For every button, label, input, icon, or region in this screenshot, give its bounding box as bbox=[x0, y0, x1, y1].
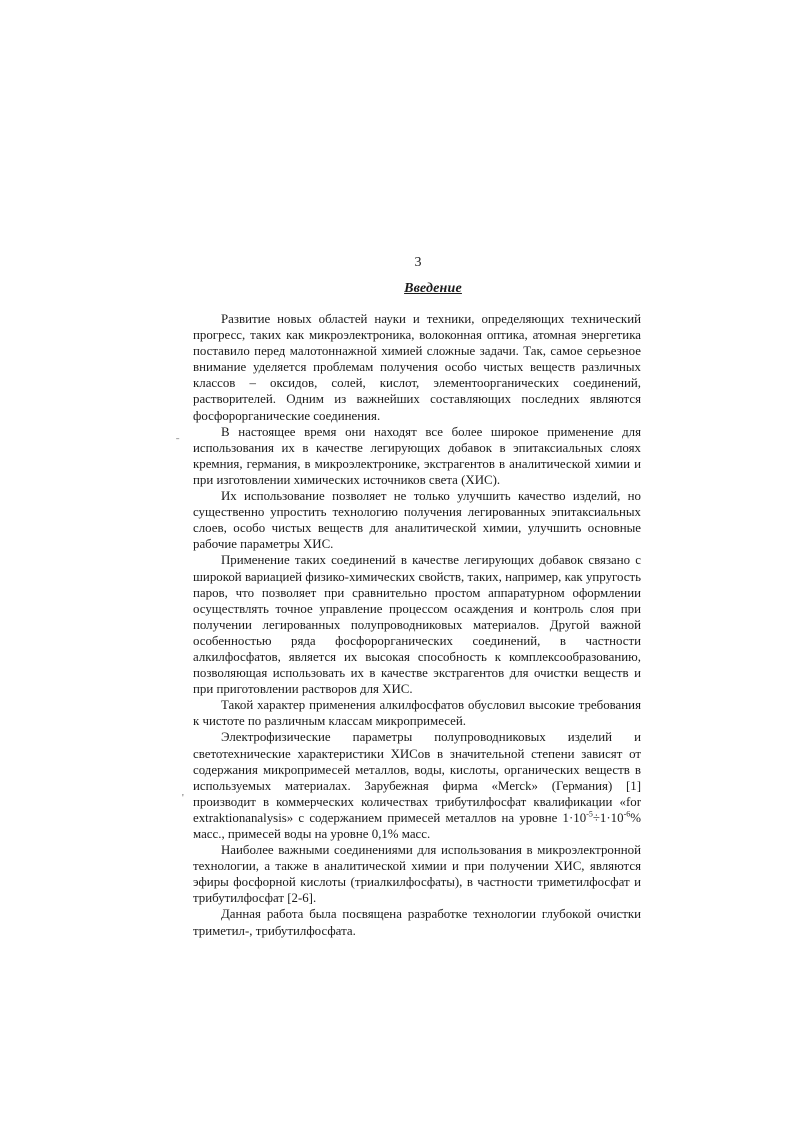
paragraph-merck bbox=[193, 729, 641, 842]
paragraph-benefits: Их использование позволяет не только улучшить качество изделий, но существенно упростить технологию получения легированных эпитаксиальных слоев, особо чистых веществ для аналитической химии, улучшить основные рабочие параметры ХИС. bbox=[193, 489, 641, 552]
paragraph-applications: В настоящее время они находят все более широкое применение для использования их в качестве легирующих добавок в эпитаксиальных слоях кремния, германия, в микроэлектронике, экстрагентов в аналитической химии и при изготовлении химических источников света (ХИС). bbox=[193, 424, 641, 487]
page-number: 3 bbox=[414, 255, 422, 270]
exponent-1: -5 bbox=[586, 809, 593, 819]
merck-text-end: % масс., примесей воды на уровне 0,1% масс. bbox=[193, 810, 641, 841]
paragraph-doping: Применение таких соединений в качестве легирующих добавок связано с широкой вариацией физико-химических свойств, таких, например, как упругость паров, что позволяет при сравнительно простом аппаратурном оформлении осуществлять точное управление процессом осаждения и контроль слоя при получении легированных полупроводниковых материалов. Другой важной особенностью ряда фосфорорганических соединений, в частности алкилфосфатов, является их высокая способность к комплексообразованию, позволяющая использовать их в качестве экстрагентов для очистки веществ и при приготовлении растворов для ХИС. bbox=[193, 553, 641, 697]
paragraph-purity: Такой характер применения алкилфосфатов обусловил высокие требования к чистоте по различным классам микропримесей. bbox=[193, 698, 641, 729]
paragraph-intro: Развитие новых областей науки и техники, определяющих технический прогресс, таких как микроэлектроника, волоконная оптика, атомная энергетика поставило перед малотоннажной химией сложные задачи. Так, самое серьезное внимание уделяется проблемам получения особо чистых веществ различных классов – оксидов, солей, кислот, элементоорганических соединений, растворителей. Одним из важнейших составляющих последних являются фосфорорганические соединения. bbox=[193, 312, 641, 423]
exponent-2: -6 bbox=[623, 809, 631, 819]
scan-mark: ' bbox=[182, 793, 184, 804]
merck-text-start: Электрофизические параметры полупроводниковых изделий и светотехнические характеристики ХИСов в значительной степени зависят от содержания микропримесей металлов, воды, кислоты, органических веществ в используемых материалах. Зарубежная фирма «Merck» (Германия) [1] производит в коммерческих количествах трибутилфосфат квалификации «for extraktionanalysis» с содержанием примесей металлов на уровне 1·10 bbox=[193, 730, 641, 825]
section-title: Введение bbox=[404, 281, 462, 296]
scan-mark: ˉ bbox=[176, 437, 180, 448]
body-text bbox=[193, 311, 641, 939]
paragraph-conclusion: Данная работа была посвящена разработке технологии глубокой очистки триметил-, трибутилфосфата. bbox=[193, 907, 641, 938]
paragraph-esters: Наиболее важными соединениями для использования в микроэлектронной технологии, а также в аналитической химии и при получении ХИС, являются эфиры фосфорной кислоты (триалкилфосфаты), в частности триметилфосфат и трибутилфосфат [2-6]. bbox=[193, 843, 641, 906]
merck-text-mid: ÷1·10 bbox=[592, 810, 624, 825]
